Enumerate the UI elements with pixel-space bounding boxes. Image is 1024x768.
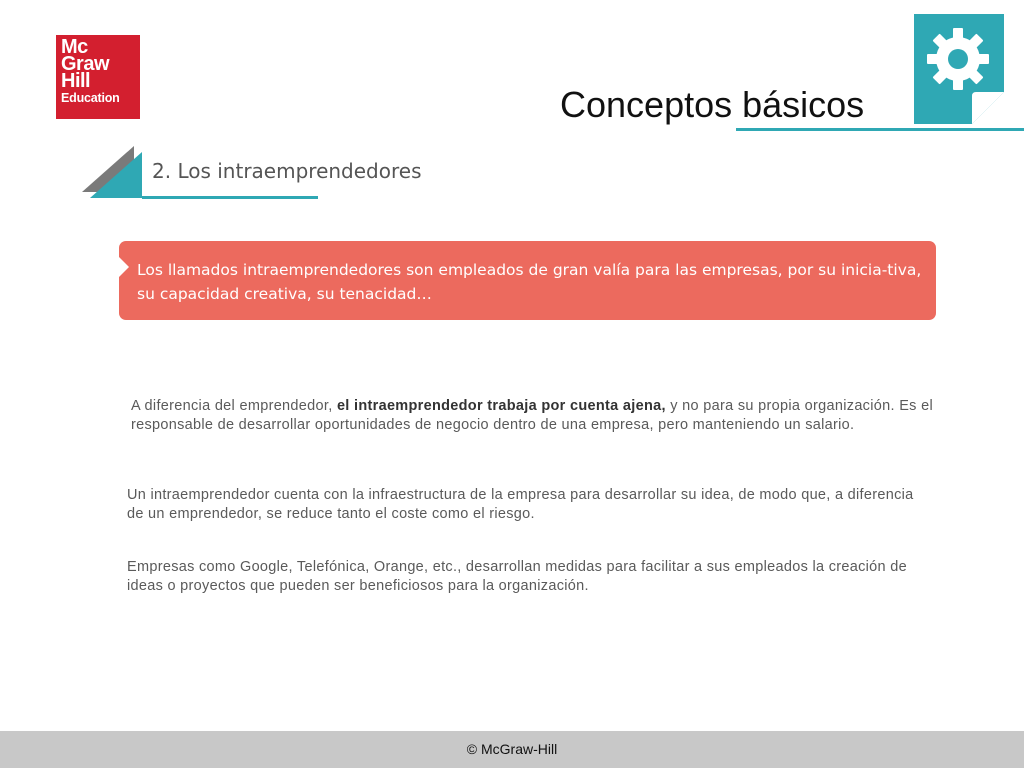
paragraph-difference-rest: y no para su propia organización. Es el responsable de desarrollar oportunidades de negocio dentro de una empresa, pero manteniendo un salario. — [131, 398, 933, 433]
section-underline — [142, 196, 318, 199]
logo-line-4: Education — [61, 91, 120, 105]
paragraph-difference-intro: A diferencia del emprendedor, — [131, 398, 337, 414]
paragraph-difference-bold: el intraemprendedor trabaja por cuenta ajena, — [336, 398, 666, 414]
gear-icon — [914, 14, 1004, 124]
section-marker-icon — [82, 146, 142, 198]
callout-text: Los llamados intraemprendedores son empleados de gran valía para las empresas, por su inicia-tiva, su capacidad creativa, su tenacidad… — [137, 261, 922, 303]
logo-line-1: Mc — [61, 36, 88, 58]
mcgraw-hill-logo — [56, 35, 140, 119]
title-underline — [736, 128, 1024, 131]
highlight-callout — [119, 241, 936, 320]
logo-line-2: Graw — [61, 53, 110, 75]
footer-bar — [0, 731, 1024, 768]
paragraph-companies: Empresas como Google, Telefónica, Orange, etc., desarrollan medidas para facilitar a sus empleados la creación de ideas o proyectos que pueden ser beneficiosos para la organización. — [127, 559, 907, 594]
paragraph-difference — [131, 397, 933, 435]
callout-notch — [119, 257, 129, 277]
page-title: Conceptos básicos — [560, 84, 865, 125]
paragraph-infrastructure: Un intraemprendedor cuenta con la infraestructura de la empresa para desarrollar su idea, de modo que, a diferencia de un emprendedor, se reduce tanto el coste como el riesgo. — [127, 487, 914, 522]
footer-copyright: © McGraw-Hill — [466, 741, 558, 757]
section-title: 2. Los intraemprendedores — [152, 159, 422, 183]
logo-line-3: Hill — [61, 70, 91, 92]
